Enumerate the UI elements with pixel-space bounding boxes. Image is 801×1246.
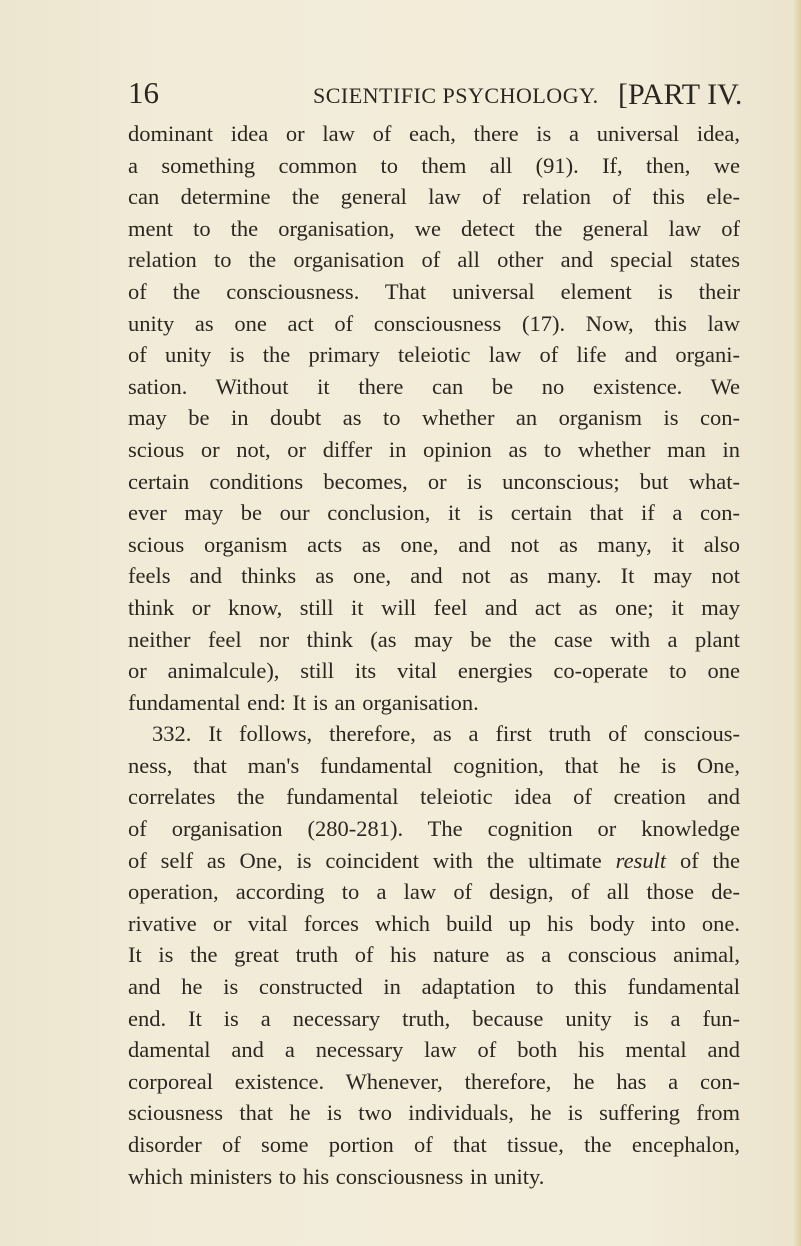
text-line: damental and a necessary law of both his mental and [128, 1037, 740, 1063]
text-line: a something common to them all (91). If, then, we [128, 152, 740, 178]
page-number: 16 [128, 75, 159, 110]
text-line: disorder of some portion of that tissue, the encephalon, [128, 1132, 740, 1157]
text-line: end. It is a necessary truth, because unity is a fun- [128, 1005, 740, 1031]
text-line: scious or not, or differ in opinion as to whether man in [128, 436, 740, 462]
running-title: SCIENTIFIC PSYCHOLOGY. [313, 83, 599, 108]
text-line: of organisation (280-281). The cognition or knowledge [128, 816, 740, 842]
text-line: of unity is the primary teleiotic law of life and organi- [128, 342, 740, 368]
part-label: [PART IV. [618, 78, 743, 111]
text-line: which ministers to his consciousness in unity. [128, 1163, 545, 1189]
text-line: ness, that man's fundamental cognition, that he is One, [128, 752, 740, 778]
text-line: of the consciousness. That universal element is their [128, 278, 740, 304]
text-line: or animalcule), still its vital energies co-operate to one [128, 658, 740, 684]
text-line: unity as one act of consciousness (17). Now, this law [128, 310, 740, 336]
text-line: think or know, still it will feel and act as one; it may [128, 594, 740, 620]
paragraph-start-line: 332. It follows, therefore, as a first truth of conscious- [152, 721, 740, 747]
text-line: can determine the general law of relation of this ele- [128, 184, 740, 210]
text-line: dominant idea or law of each, there is a universal idea, [128, 121, 740, 146]
text-segment: of the [679, 847, 741, 873]
text-line: certain conditions becomes, or is unconscious; but what- [128, 468, 740, 494]
body-text [128, 118, 740, 1192]
page-header [128, 76, 748, 116]
text-line: and he is constructed in adaptation to this fundamental [128, 974, 740, 1000]
text-line: feels and thinks as one, and not as many. It may not [128, 563, 740, 589]
page-edge-shadow [793, 0, 801, 1246]
text-line: rivative or vital forces which build up his body into one. [128, 910, 740, 936]
text-line: operation, according to a law of design, of all those de- [128, 879, 740, 905]
text-line: sation. Without it there can be no existence. We [128, 373, 740, 399]
text-line: relation to the organisation of all other and special states [128, 247, 740, 273]
text-line: sciousness that he is two individuals, he is suffering from [128, 1100, 740, 1126]
text-line-with-emphasis [128, 845, 740, 877]
text-line: It is the great truth of his nature as a conscious animal, [128, 942, 740, 968]
text-line: scious organism acts as one, and not as many, it also [128, 531, 740, 557]
italic-word: result [615, 847, 667, 873]
text-line: neither feel nor think (as may be the case with a plant [128, 626, 740, 652]
text-segment: of self as One, is coincident with the ultimate [128, 847, 602, 873]
text-line: ment to the organisation, we detect the general law of [128, 215, 740, 241]
text-line: correlates the fundamental teleiotic idea of creation and [128, 784, 740, 810]
text-line: corporeal existence. Whenever, therefore, he has a con- [128, 1068, 740, 1094]
text-line: ever may be our conclusion, it is certain that if a con- [128, 500, 740, 526]
text-line: may be in doubt as to whether an organism is con- [128, 405, 740, 431]
text-line: fundamental end: It is an organisation. [128, 689, 479, 715]
